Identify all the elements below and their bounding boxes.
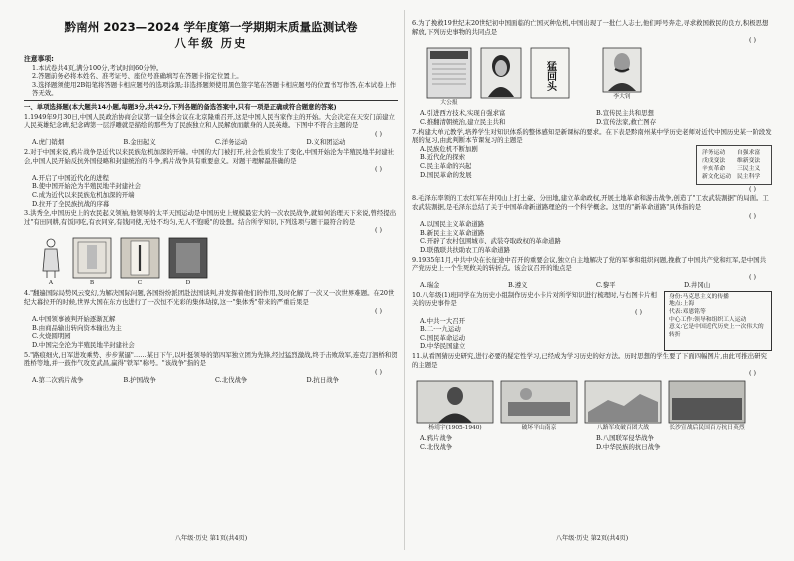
option: C.民主革命的兴起 [420,161,472,170]
document-cover-image [72,237,112,279]
option: A.中国领事被判开始逐渐瓦解 [32,315,116,324]
battle-scene-image [500,380,578,424]
answer-bracket: ( ) [374,165,382,174]
page-divider [404,10,405,550]
options-row [412,109,772,118]
option: B.护国战争 [123,376,156,385]
question-7 [412,128,772,194]
notice-item: 1.本试卷共4页,满分100分,考试时间60分钟。 [32,63,163,72]
options-row [412,443,772,452]
figure-label: C [137,279,143,286]
answer-bracket: ( ) [748,36,756,45]
history-card [664,291,772,351]
question-7-body [412,145,772,185]
section-one-heading: 一、单项选择题(本大题共14小题,每题3分,共42分,下列各题的备选答案中,只有一项是正确或符合题意的答案) [24,102,337,111]
table-cell: 新文化运动 [702,173,731,180]
option: B.八国联军侵华战争 [596,434,654,443]
photo-caption: 杨靖宇(1905-1940) [428,424,482,431]
notice-item: 3.选择题须使用2B铅笔将答题卡相应题号的选项涂黑;非选择题须使用黑色签字笔在答题卡相应题号的位置书写作答,在本试卷上作答无效。 [32,80,397,98]
page-footer: 八年级·历史 第2页(共4页) [555,535,629,543]
portrait-woman-image [480,47,522,99]
figure-label: A [48,279,54,286]
question-stem: 1.1949年9月30日,中国人民政治协商会议第一届全体会议在北京隆重召开,这是中国人民当家作主的开始。大会决定在天安门前建立人民英雄纪念碑,纪念碑第一层浮雕就是描绘的那些为了民族独立和人民解放而献身的人民英雄。下图中不符合主题的是 [24,112,395,130]
option: B.遵义 [508,281,528,290]
table-cell: 维新变法 [737,157,761,164]
question-10-text [412,291,658,351]
review-table [696,145,772,185]
newspaper-figure [426,47,472,108]
figure-person-image [38,237,64,279]
notice-divider [24,100,398,101]
newspaper-image [426,47,472,99]
figure-label: D [185,279,191,286]
notice-item: 2.答题前务必将本姓名、准考证号、座位号准确填写在答题卡指定位置上。 [32,72,243,81]
answer-bracket: ( ) [748,369,756,378]
option: A.民族危机不断加剧 [420,144,478,153]
option: D.中华民国建立 [420,342,466,351]
option: B.近代化的探索 [420,153,466,162]
option: A.中共一大召开 [420,316,465,325]
option: A.引进西方技术,实现自强求富 [420,109,506,118]
document-cover-image [120,237,160,279]
exam-title: 黔南州 2023—2024 学年度第一学期期末质量监测试卷 [64,20,358,34]
answer-bracket: ( ) [748,211,756,220]
question-stem: 10.八年级(1)班同学在为历史小组制作历史小卡片对所学知识进行梳理时,与右图卡片相关的历史事件是 [412,290,657,308]
portrait-photo-image [416,380,494,424]
question-6 [412,19,772,127]
option: D.抗日战争 [306,376,339,385]
options-row [24,138,398,147]
table-cell: 三民主义 [737,165,761,172]
option: C.推翻清朝统治,建立民主共和 [420,117,506,126]
option: C.黎平 [596,281,616,290]
option: C.北伐战争 [420,443,453,451]
question-stem: 5."路痕细火,日军进攻乘势、步步紧逼"……某日下午,以叶挺领导的第四军独立团为先锋,经过猛烈激战,终于击败敌军,连克汀泗桥和贺胜桥等地,并一鼓作气攻克武昌,赢得"铁军"称号。"该战争"指的是 [24,350,398,368]
question-stem: 8.毛泽东率领的工农红军在井冈山上打土豪、分田地,建立革命政权,开展土地革命和游击战争,创造了"工农武装割据"的局面。工农武装割据,是毛泽东总结了关于中国革命新道路理论的一个科学概念。这里的"新革命道路"具体指的是 [412,194,769,211]
question-1 [24,113,398,147]
photo-caption: 破坏平山南京 [521,424,557,431]
option: D.中华民族的抗日战争 [596,443,661,451]
figure-c [120,237,160,288]
figure-d [168,237,208,288]
table-cell: 戊戌变法 [702,157,726,164]
question-stem: 2.对于中国来说,鸦片战争是近代以来民族危机加深的开端。中国的大门被打开,社会性质发生了变化,中国开始沦为半殖民地半封建社会,中国人民开始反抗外国侵略和封建统治的斗争,鸦片战争具有重要意义。对题干理解最准确的是 [24,147,395,165]
photo-figure [668,380,746,433]
answer-bracket: ( ) [748,184,756,193]
question-4 [24,289,398,349]
question-stem: 3.洪秀全,中国历史上的农民起义领袖,他领导的太平天国运动是中国历史上规模最宏大的一次农民战争,就如何治理天下来说,曾经提出过"有田同耕,有饭同吃,有衣同穿,有钱同使,无处不均匀,无人不饱暖"的设想。结合所学知识,下列选项与题干最符合的是 [24,209,397,226]
option: D.义和团运动 [306,138,346,147]
option: C.开辟了农村包围城市、武装夺取政权的革命道路 [420,237,561,246]
option: A.第二次鸦片战争 [32,376,84,385]
crowd-photo-image [668,380,746,424]
question-6-images [412,47,772,108]
question-10-body [412,291,772,351]
answer-bracket: ( ) [374,226,382,235]
answer-bracket: ( ) [374,367,382,376]
option: A.开启了中国近代化的进程 [32,173,109,182]
right-page [412,18,772,546]
option: B.二·一九运动 [420,325,461,334]
option: C.国民革命运动 [420,333,466,342]
table-cell: 自强求富 [737,149,761,156]
photo-figure [584,380,662,433]
option: A.虎门销烟 [32,138,65,147]
table-cell: 洋务运动 [702,149,726,156]
question-8 [412,194,772,254]
answer-bracket: ( ) [374,129,382,138]
book-figure [530,47,570,108]
option: B.使中国开始沦为半殖民地半封建社会 [32,182,141,191]
question-stem: 11.从看图猜历史研究,进行必要的疑定性学习,已经成为学习历史的好方法。历时思想的学生要了下面四幅图片,由此可推出研究的主题是 [412,352,767,369]
option: A.鸦片战争 [420,434,453,443]
question-stem: 7.构建大单元教学,培养学生对知识体系的整体感知是新课标的要求。在下表是黔南州某中学历史老师对近代中国历史某一阶段发展的复习,由此判断本节课复习的主题是 [412,127,772,145]
portrait-figure [480,47,522,108]
figure-caption: 李大钊 [613,93,631,100]
card-line: 地点:上海 [669,301,695,308]
answer-bracket: ( ) [748,272,756,281]
left-page [24,18,398,546]
options-row [412,118,772,127]
portrait-man-image [602,47,642,93]
exam-subtitle: 八年级 历史 [174,36,248,50]
option: D.联俄联共扶助农工的革命道路 [420,245,511,254]
option: D.中国完全沦为半殖民地半封建社会 [32,341,135,350]
option: C.火烧圆明园 [32,332,71,341]
photo-caption: 长沙宣战后民国百万抗日英烈 [669,424,745,431]
table-cell: 辛亥革命 [702,165,726,172]
figure-caption: 大公报 [440,99,458,106]
question-2 [24,148,398,208]
option: B.新民主主义革命道路 [420,228,485,237]
option: A.瑞金 [420,281,440,290]
figure-a [38,237,64,288]
option: C.北伐战争 [215,376,248,385]
options-row [24,376,398,385]
option: D.井冈山 [684,281,711,290]
option: A.以国民主义革命道路 [420,220,485,229]
answer-bracket: ( ) [634,308,642,317]
table-cell: 民主科学 [737,173,761,180]
question-11 [412,352,772,452]
option: C.洋务运动 [215,138,248,147]
options-row [412,434,772,443]
option: D.宣传法家,救亡图存 [596,117,657,126]
figure-label: B [89,279,95,286]
option: B.由商品输出转向资本输出为主 [32,323,122,332]
question-stem: 9.1935年1月,中共中央在长征途中召开的重要会议,独立自主地解决了党的军事和组织问题,挽救了中国共产党和红军,是中国共产党历史上一个生死攸关的转折点。该会议召开的地点是 [412,255,767,273]
options-row [412,281,772,290]
question-9 [412,256,772,290]
option: B.金田起义 [123,138,156,147]
person-figure [602,47,642,108]
question-10 [412,291,772,351]
question-stem: 4."翻遍国际局势风云变幻,为解决国际问题,各国纷纷派团赴法国谈判,并发挥着他们的作用,及时化解了一次又一次世界难题。在20世纪大幕拉开的时候,世界大国在东方也进行了一次恒不光彩的集体劫掠,这一"集体秀"带来的严重后果是 [24,289,395,307]
figure-b [72,237,112,288]
question-3-images [24,237,398,288]
option: C.成为近代以来民族危机加深的开端 [32,190,135,199]
card-line: 身份:马克思主义的传播 [669,293,729,300]
question-7-options [412,145,690,185]
card-line: 中心工作:领导和组织工人运动 [669,316,747,323]
question-5 [24,351,398,385]
page-footer: 八年级·历史 第1页(共4页) [174,535,248,543]
option: D.国民革命的发展 [420,170,472,179]
question-3 [24,209,398,287]
card-line: 意义:它是中国近代历史上一次伟大的转折 [669,324,764,338]
notice-heading: 注意事项: [24,55,54,63]
book-title-text: 猛回头 [544,60,556,91]
question-stem: 6.为了挽救19世纪末20世纪初中国面临的亡国灭种危机,中国出现了一批仁人志士,他们呼号奔走,寻求救国救民的良方,积极思想解放,下列历史事物的共同点是 [412,19,769,36]
answer-bracket: ( ) [374,306,382,315]
question-11-images [412,380,772,433]
photo-figure [500,380,578,433]
photo-caption: 八路军攻破百团大战 [596,424,650,431]
book-cover-image [168,237,208,279]
option: D.拉开了全民族抗战的序幕 [32,199,110,208]
card-line: 代表:邓恩铭等 [669,309,706,316]
option: B.宣传民主共和思想 [596,109,654,118]
photo-figure [416,380,494,433]
great-wall-image [584,380,662,424]
